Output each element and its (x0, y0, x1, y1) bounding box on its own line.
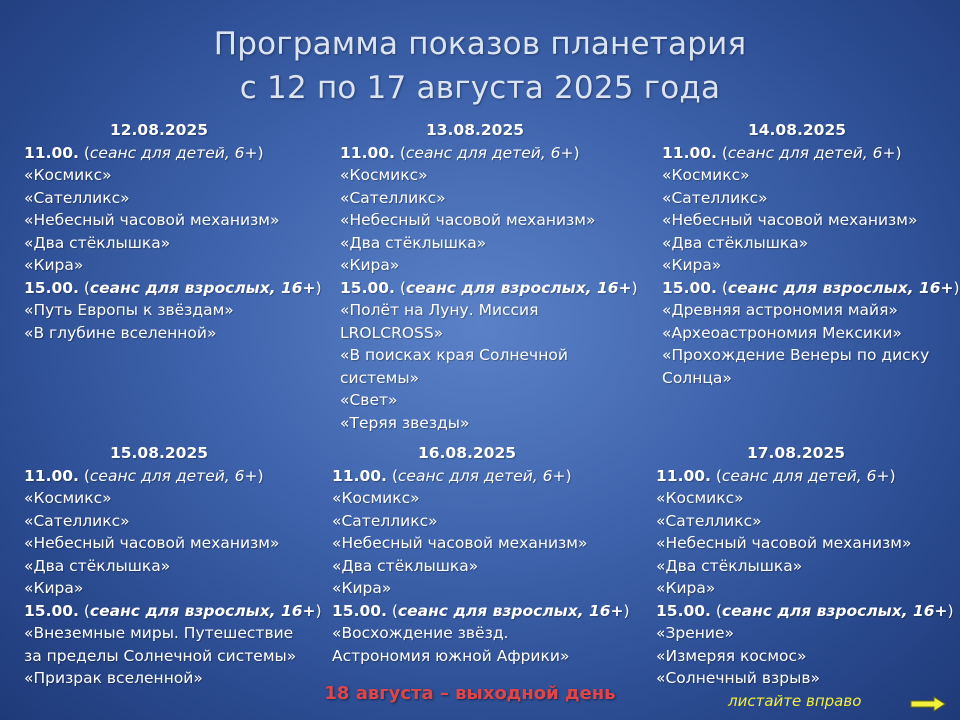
show-item: «Два стёклышка» (662, 233, 809, 252)
day-date: 16.08.2025 (417, 444, 517, 462)
show-item: «Два стёклышка» (24, 233, 171, 252)
title-line-1: Программа показов планетария (213, 26, 747, 62)
day-date: 17.08.2025 (746, 444, 846, 462)
show-item: «Путь Европы к звёздам» (24, 301, 234, 319)
session-label: сеанс для детей, 6+ (405, 143, 574, 162)
show-item: «Солнечный взрыв» (656, 669, 820, 687)
show-item: «Космикс» (24, 166, 112, 184)
adult-session-line: 15.00. (сеанс для взрослых, 16+) (24, 601, 322, 620)
show-item: «Призрак вселенной» (24, 669, 203, 687)
show-item: «Кира» (662, 256, 722, 274)
show-item: «Кира» (656, 579, 716, 597)
show-item: «Археоастрономия Мексики» (662, 323, 902, 342)
show-item: «Сателликс» (24, 188, 130, 207)
session-time: 11.00. (24, 466, 79, 485)
session-time: 11.00. (24, 143, 79, 162)
kids-session-line: 11.00. (сеанс для детей, 6+) (662, 143, 902, 162)
session-label: сеанс для детей, 6+ (89, 143, 258, 162)
show-item: «Сателликс» (332, 511, 438, 530)
session-time: 15.00. (24, 278, 79, 297)
show-item: системы» (340, 368, 420, 387)
day-block-15-08 (24, 442, 322, 690)
session-label: сеанс для взрослых, 16+ (397, 601, 624, 620)
adult-session-line: 15.00. (сеанс для взрослых, 16+) (332, 601, 630, 620)
kids-session-line: 11.00. (сеанс для детей, 6+) (656, 466, 896, 485)
show-item: «Космикс» (340, 166, 428, 184)
show-item: за пределы Солнечной системы» (24, 646, 297, 665)
show-item: «Небесный часовой механизм» (24, 534, 280, 552)
kids-session-line: 11.00. (сеанс для детей, 6+) (24, 466, 264, 485)
day-date: 13.08.2025 (425, 121, 525, 139)
show-item: «Измеряя космос» (656, 646, 807, 665)
show-item: «В глубине вселенной» (24, 323, 217, 342)
session-label: сеанс для взрослых, 16+ (405, 278, 632, 297)
show-item: «Кира» (340, 256, 400, 274)
session-label: сеанс для детей, 6+ (89, 466, 258, 485)
show-item: Солнца» (662, 368, 732, 387)
session-time: 11.00. (656, 466, 711, 485)
session-label: сеанс для взрослых, 16+ (727, 278, 954, 297)
session-time: 15.00. (662, 278, 717, 297)
adult-session-line: 15.00. (сеанс для взрослых, 16+) (24, 278, 322, 297)
show-item: «Прохождение Венеры по диску (662, 346, 930, 364)
session-label: сеанс для детей, 6+ (727, 143, 896, 162)
show-item: «Сателликс» (662, 188, 768, 207)
session-label: сеанс для детей, 6+ (397, 466, 566, 485)
session-label: сеанс для взрослых, 16+ (89, 601, 316, 620)
show-item: «Восхождение звёзд. (332, 624, 509, 642)
right-arrow-icon[interactable] (910, 696, 946, 712)
show-item: «Сателликс» (656, 511, 762, 530)
kids-session-line: 11.00. (сеанс для детей, 6+) (24, 143, 264, 162)
show-item: «Космикс» (332, 489, 420, 507)
show-item: «Полёт на Луну. Миссия (340, 301, 539, 319)
show-item: «Кира» (332, 579, 392, 597)
day-date: 15.08.2025 (109, 444, 209, 462)
session-time: 15.00. (24, 601, 79, 620)
day-off-note: 18 августа – выходной день (324, 683, 616, 704)
day-date: 14.08.2025 (747, 121, 847, 139)
kids-session-line: 11.00. (сеанс для детей, 6+) (332, 466, 572, 485)
session-label: сеанс для взрослых, 16+ (89, 278, 316, 297)
day-block-17-08 (656, 442, 954, 690)
show-item: «Свет» (340, 391, 398, 409)
show-item: «Небесный часовой механизм» (662, 211, 918, 229)
session-time: 11.00. (340, 143, 395, 162)
show-item: «Два стёклышка» (340, 233, 487, 252)
session-time: 11.00. (662, 143, 717, 162)
session-time: 15.00. (332, 601, 387, 620)
show-item: «Небесный часовой механизм» (340, 211, 596, 229)
show-item: «Космикс» (656, 489, 744, 507)
session-label: сеанс для взрослых, 16+ (721, 601, 948, 620)
page-title (0, 22, 960, 110)
session-label: сеанс для детей, 6+ (721, 466, 890, 485)
show-item: «Два стёклышка» (656, 556, 803, 575)
show-item: «Космикс» (662, 166, 750, 184)
adult-session-line: 15.00. (сеанс для взрослых, 16+) (340, 278, 638, 297)
scroll-hint: листайте вправо (728, 692, 862, 710)
show-item: Астрономия южной Африки» (332, 646, 570, 665)
show-item: «Сателликс» (340, 188, 446, 207)
day-block-14-08 (662, 119, 960, 389)
show-item: «Сателликс» (24, 511, 130, 530)
adult-session-line: 15.00. (сеанс для взрослых, 16+) (662, 278, 960, 297)
title-line-2: с 12 по 17 августа 2025 года (239, 70, 721, 106)
day-block-12-08 (24, 119, 322, 344)
session-time: 15.00. (340, 278, 395, 297)
day-block-13-08 (340, 119, 638, 434)
show-item: «Два стёклышка» (332, 556, 479, 575)
show-item: «Космикс» (24, 489, 112, 507)
session-time: 11.00. (332, 466, 387, 485)
show-item: «Небесный часовой механизм» (332, 534, 588, 552)
show-item: «Внеземные миры. Путешествие (24, 624, 294, 642)
day-block-16-08 (332, 442, 630, 667)
show-item: «Небесный часовой механизм» (24, 211, 280, 229)
show-item: «Небесный часовой механизм» (656, 534, 912, 552)
kids-session-line: 11.00. (сеанс для детей, 6+) (340, 143, 580, 162)
show-item: «Зрение» (656, 624, 735, 642)
show-item: «Древняя астрономия майя» (662, 301, 898, 319)
show-item: «Теряя звезды» (340, 413, 470, 432)
show-item: «В поисках края Солнечной (340, 346, 568, 364)
adult-session-line: 15.00. (сеанс для взрослых, 16+) (656, 601, 954, 620)
day-date: 12.08.2025 (109, 121, 209, 139)
show-item: «Два стёклышка» (24, 556, 171, 575)
show-item: LROLCROSS» (340, 323, 444, 342)
show-item: «Кира» (24, 256, 84, 274)
show-item: «Кира» (24, 579, 84, 597)
session-time: 15.00. (656, 601, 711, 620)
